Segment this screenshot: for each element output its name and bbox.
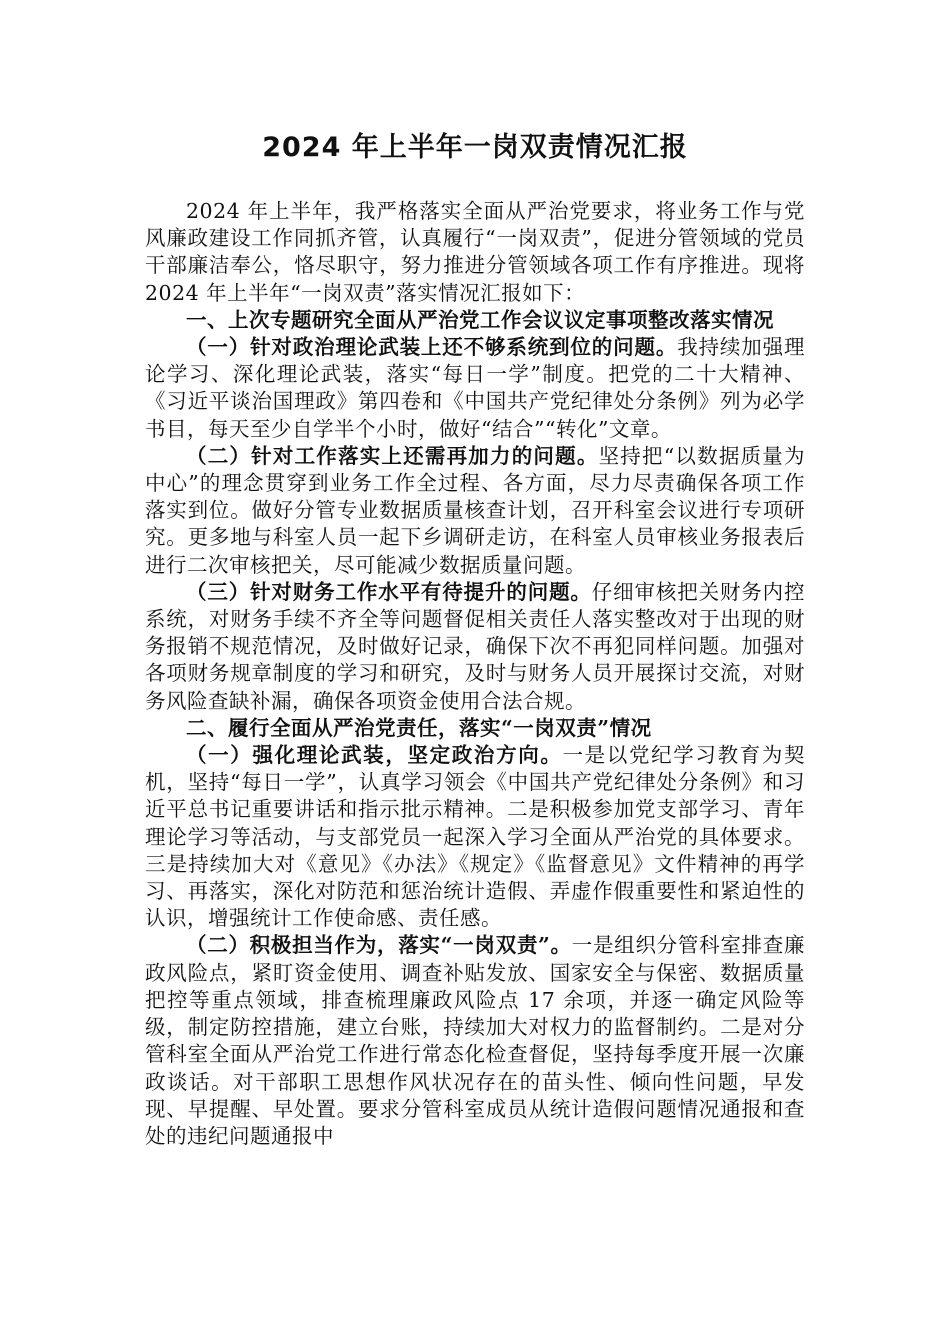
item-body: 仔细审核把关财务内控系统，对财务手续不齐全等问题督促相关责任人落实整改对于出现的财务报销不规范情况，及时做好记录，确保下次不再犯同样问题。加强对各项财务规章制度的学习和研究，及时与财务人员开展探讨交流，对财务风险查缺补漏，确保各项资金使用合法合规。	[145, 579, 806, 713]
item-body: 一是以党纪学习教育为契机，坚持“每日一学”，认真学习领会《中国共产党纪律处分条例》和习近平总书记重要讲话和指示批示精神。二是积极参加党支部学习、青年理论学习等活动，与支部党员一起深入学习全面从严治党的具体要求。三是持续加大对《意见》《办法》《规定》《监督意见》文件精神的再学习、再落实，深化对防范和惩治统计造假、弄虚作假重要性和紧迫性的认识，增强统计工作使命感、责任感。	[145, 743, 806, 931]
document-title: 2024 年上半年一岗双责情况汇报	[262, 132, 688, 163]
document-page	[145, 128, 805, 1150]
section-2-item-1	[145, 742, 805, 932]
section-1-item-2	[145, 443, 805, 579]
item-lead: （一）针对政治理论武装上还不够系统到位的问题。	[186, 335, 678, 360]
item-lead: （二）积极担当作为，落实“一岗双责”。	[186, 933, 572, 958]
item-lead: （三）针对财务工作水平有待提升的问题。	[186, 579, 592, 604]
section-1-item-1	[145, 334, 805, 443]
section-1-heading: 一、上次专题研究全面从严治党工作会议议定事项整改落实情况	[186, 307, 774, 332]
section-2-item-2	[145, 932, 805, 1150]
item-lead: （一）强化理论武装，坚定政治方向。	[186, 743, 563, 768]
item-lead: （二）针对工作落实上还需再加力的问题。	[186, 443, 599, 468]
intro-paragraph: 2024 年上半年，我严格落实全面从严治党要求，将业务工作与党风廉政建设工作同抓齐管，认真履行“一岗双责”，促进分管领域的党员干部廉洁奉公，恪尽职守，努力推进分管领域各项工作有序推进。现将 2024 年上半年“一岗双责”落实情况汇报如下：	[145, 199, 805, 305]
item-body: 坚持把“以数据质量为中心”的理念贯穿到业务工作全过程、各方面，尽力尽责确保各项工作落实到位。做好分管专业数据质量核查计划，召开科室会议进行专项研究。更多地与科室人员一起下乡调研走访，在科室人员审核业务报表后进行二次审核把关，尽可能减少数据质量问题。	[145, 443, 806, 577]
item-body: 我持续加强理论学习、深化理论武装，落实“每日一学”制度。把党的二十大精神、《习近平谈治国理政》第四卷和《中国共产党纪律处分条例》列为必学书目，每天至少自学半个小时，做好“结合”“转化”文章。	[145, 335, 806, 441]
section-2-heading: 二、履行全面从严治党责任，落实“一岗双责”情况	[186, 715, 652, 740]
item-body: 一是组织分管科室排查廉政风险点，紧盯资金使用、调查补贴发放、国家安全与保密、数据质量把控等重点领域，排查梳理廉政风险点 17 余项，并逐一确定风险等级，制定防控措施，建立台账，持续加大对权力的监督制约。二是对分管科室全面从严治党工作进行常态化检查督促，坚持每季度开展一次廉政谈话。对干部职工思想作风状况存在的苗头性、倾向性问题，早发现、早提醒、早处置。要求分管科室成员从统计造假问题情况通报和查处的违纪问题通报中	[145, 933, 805, 1148]
section-1-item-3	[145, 579, 805, 715]
